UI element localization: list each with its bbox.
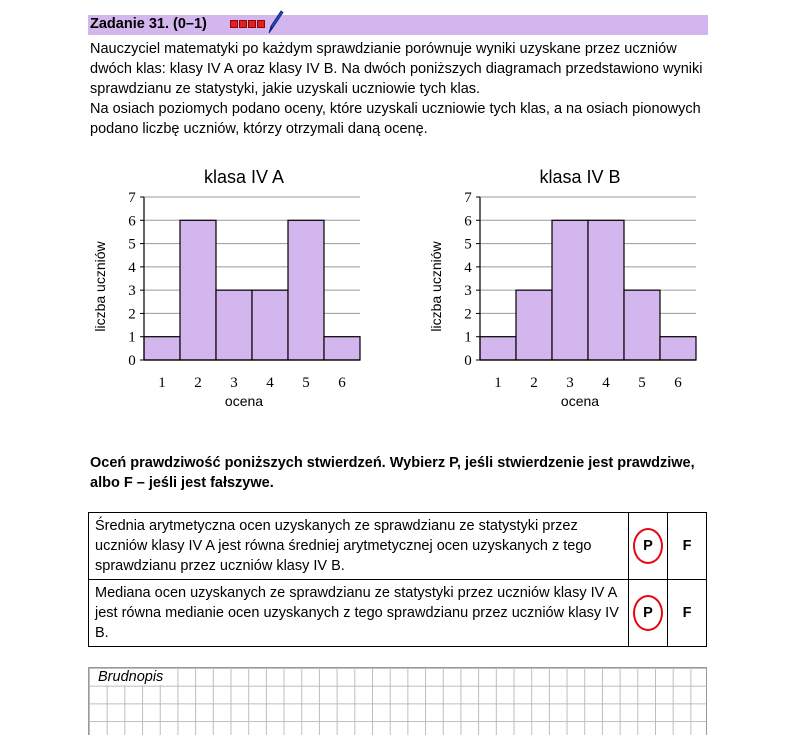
x-tick-label: 3	[230, 375, 238, 391]
y-axis-label: liczba uczniów	[428, 241, 444, 332]
bar	[660, 337, 696, 360]
bar	[288, 220, 324, 360]
intro-paragraph-2: Na osiach poziomych podano oceny, które uzyskali uczniowie tych klas, a na osiach pionowych podano liczbę uczniów, którzy otrzymali daną ocenę.	[90, 101, 701, 137]
bar	[516, 290, 552, 360]
bar	[552, 220, 588, 360]
option-true-label: P	[643, 538, 653, 554]
bar	[624, 290, 660, 360]
statement-row	[89, 513, 707, 580]
x-tick-label: 2	[530, 375, 538, 391]
y-tick-label: 3	[464, 283, 472, 300]
y-tick-label: 5	[128, 236, 136, 253]
x-axis-label: ocena	[560, 393, 600, 409]
y-tick-label: 1	[464, 329, 472, 346]
y-tick-label: 4	[128, 259, 136, 276]
chart-klasa-iv-a	[88, 160, 388, 415]
chart-svg	[424, 160, 724, 415]
chart-title: klasa IV B	[539, 167, 621, 187]
y-tick-label: 5	[464, 236, 472, 253]
option-false-2[interactable]	[668, 580, 707, 647]
intro-paragraph-1: Nauczyciel matematyki po każdym sprawdzianie porównuje wyniki uzyskane przez uczniów dwóch klas: klasy IV A oraz klasy IV B. Na dwóch poniższych diagramach przedstawiono wyniki sprawdzianu ze statystyki, jakie uzyskali uczniowie tych klas.	[90, 41, 703, 97]
x-tick-label: 5	[302, 375, 310, 391]
chart-svg	[88, 160, 388, 415]
score-boxes-icon	[230, 20, 266, 28]
scratch-label: Brudnopis	[97, 669, 166, 685]
x-tick-label: 1	[158, 375, 166, 391]
bar	[180, 220, 216, 360]
x-tick-label: 4	[266, 375, 274, 391]
selection-circle	[633, 528, 663, 564]
y-tick-label: 4	[464, 259, 472, 276]
y-tick-label: 7	[464, 190, 472, 206]
y-tick-label: 2	[464, 306, 472, 323]
statement-text: Średnia arytmetyczna ocen uzyskanych ze sprawdzianu ze statystyki przez uczniów klasy IV A jest równa średniej arytmetycznej ocen uzyskanych z tego sprawdzianu przez uczniów klasy IV B.	[89, 513, 629, 580]
x-axis-label: ocena	[224, 393, 264, 409]
x-tick-label: 3	[566, 375, 574, 391]
bar	[216, 290, 252, 360]
x-tick-label: 6	[338, 375, 346, 391]
x-tick-label: 4	[602, 375, 610, 391]
y-tick-label: 7	[128, 190, 136, 206]
bar	[252, 290, 288, 360]
y-tick-label: 6	[464, 213, 472, 230]
option-true-1[interactable]	[629, 513, 668, 580]
chart-klasa-iv-b	[424, 160, 724, 415]
option-false-label: F	[682, 605, 692, 621]
bar	[144, 337, 180, 360]
x-tick-label: 1	[494, 375, 502, 391]
x-tick-label: 5	[638, 375, 646, 391]
statement-row	[89, 580, 707, 647]
task-title: Zadanie 31. (0–1)	[90, 16, 207, 32]
task-intro	[90, 39, 710, 139]
instruction: Oceń prawdziwość poniższych stwierdzeń. Wybierz P, jeśli stwierdzenie jest prawdziwe, albo F – jeśli jest fałszywe.	[90, 455, 695, 491]
x-tick-label: 6	[674, 375, 682, 391]
pen-icon	[266, 9, 284, 35]
scratch-area[interactable]	[88, 667, 707, 735]
y-tick-label: 1	[128, 329, 136, 346]
y-tick-label: 6	[128, 213, 136, 230]
y-tick-label: 3	[128, 283, 136, 300]
option-false-label: F	[682, 538, 692, 554]
task-header	[88, 15, 708, 35]
y-axis-label: liczba uczniów	[92, 241, 108, 332]
y-tick-label: 0	[128, 353, 136, 369]
bar	[588, 220, 624, 360]
statement-text: Mediana ocen uzyskanych ze sprawdzianu ze statystyki przez uczniów klasy IV A jest równa medianie ocen uzyskanych z tego sprawdzianu przez uczniów klasy IV B.	[89, 580, 629, 647]
chart-title: klasa IV A	[203, 167, 285, 187]
option-true-label: P	[643, 605, 653, 621]
y-tick-label: 2	[128, 306, 136, 323]
bar	[324, 337, 360, 360]
x-tick-label: 2	[194, 375, 202, 391]
selection-circle	[633, 595, 663, 631]
option-true-2[interactable]	[629, 580, 668, 647]
option-false-1[interactable]	[668, 513, 707, 580]
statements-table	[88, 512, 707, 647]
y-tick-label: 0	[464, 353, 472, 369]
bar	[480, 337, 516, 360]
